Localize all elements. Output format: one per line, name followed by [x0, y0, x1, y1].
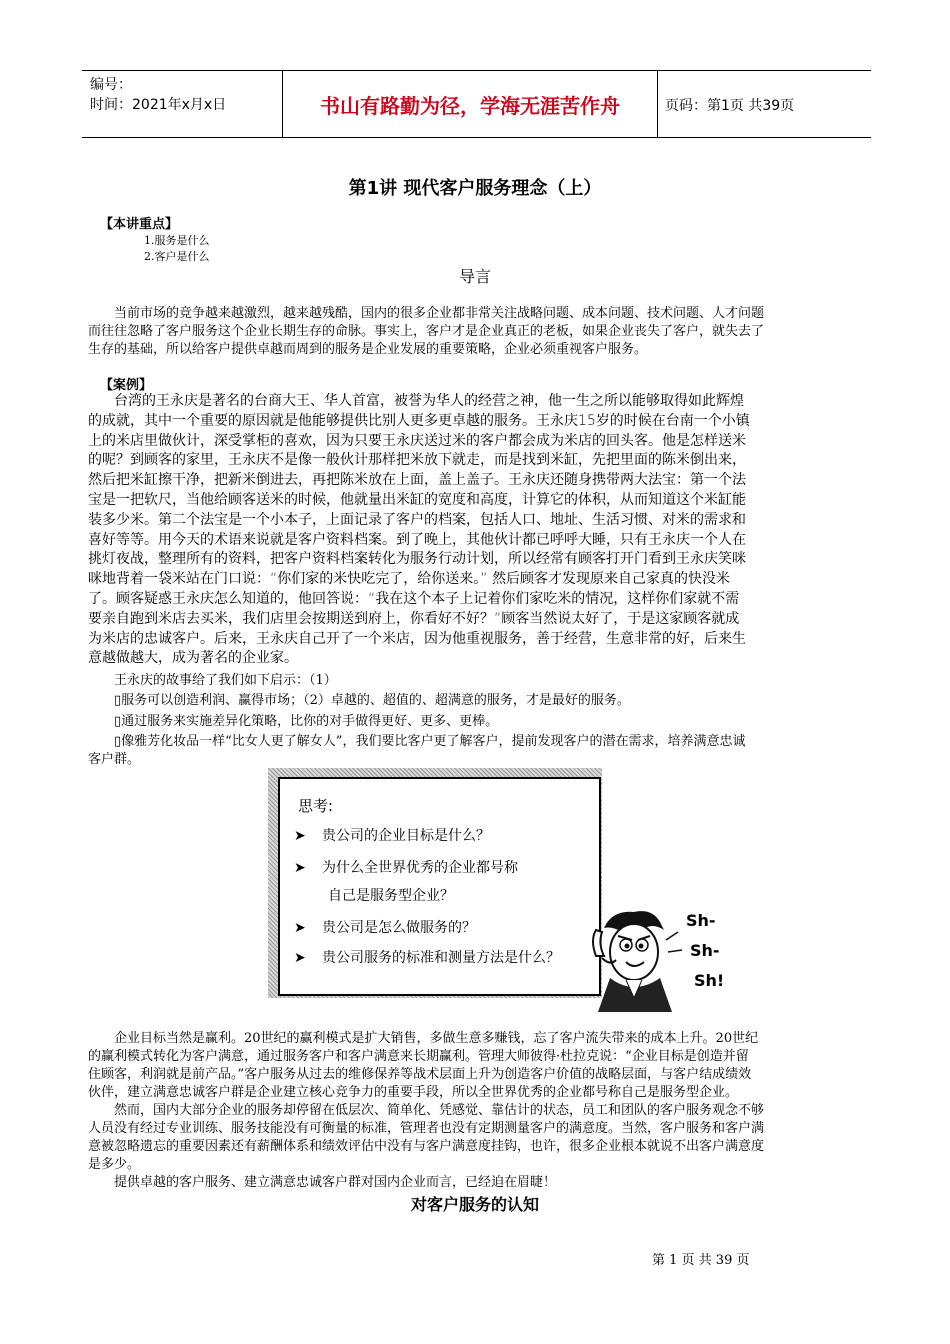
arrow-icon: ➤ — [294, 860, 306, 876]
body-line: 伙伴，建立满意忠诚客户群是企业建立核心竞争力的重要手段，所以全世界优秀的企业都号称自己是服务型企业。 — [88, 1085, 739, 1100]
case-line: 喜好等等。用今天的术语来说就是客户资料档案。到了晚上，其他伙计都已呼呼大睡，只有王永庆一个人在 — [88, 531, 746, 548]
page-info: 页码：第1页 共39页 — [665, 98, 795, 114]
intro-line: 生存的基础，所以给客户提供卓越而周到的服务是企业发展的重要策略，企业必须重视客户服务。 — [88, 342, 648, 357]
body-line: 住顾客，利润就是前产品。”客户服务从过去的维修保养等战术层面上升为创造客户价值的战略层面，与客户结成绩效 — [88, 1067, 752, 1082]
body-line: 然而，国内大部分企业的服务却停留在低层次、简单化、凭感觉、靠估计的状态，员工和团队的客户服务观念不够 — [114, 1103, 765, 1118]
case-line: 然后把米缸擦干净，把新米倒进去，再把陈米放在上面，盖上盖子。王永庆还随身携带两大法宝：第一个法 — [88, 472, 746, 489]
shushing-cartoon-illustration — [582, 900, 732, 1020]
thinking-question: ➤ 贵公司的企业目标是什么？ — [294, 828, 490, 844]
thinking-question: ➤ 为什么全世界优秀的企业都号称 — [294, 860, 518, 876]
insight-line: ▯通过服务来实施差异化策略，比你的对手做得更好、更多、更棒。 — [114, 714, 499, 729]
header-meta — [82, 71, 282, 137]
time-label: 时间：2021年x月x日 — [90, 97, 227, 113]
lecture-title: 第1讲 现代客户服务理念（上） — [348, 178, 602, 199]
cartoon-text: Sh! — [694, 971, 725, 990]
body-line: 意被忽略遗忘的重要因素还有薪酬体系和绩效评估中没有与客户满意度挂钩，也许，很多企业根本就说不出客户满意度 — [88, 1139, 765, 1154]
arrow-icon: ➤ — [294, 950, 306, 966]
case-line: 为米店的忠诚客户。后来，王永庆自己开了一个米店，因为他重视服务，善于经营，生意非常的好，后来生 — [88, 630, 746, 647]
intro-title: 导言 — [458, 267, 491, 286]
key-points-label: 【本讲重点】 — [100, 217, 179, 232]
case-line: 装多少米。第二个法宝是一个小本子，上面记录了客户的档案，包括人口、地址、生活习惯、对米的需求和 — [88, 511, 746, 528]
body-line: 提供卓越的客户服务、建立满意忠诚客户群对国内企业而言，已经迫在眉睫！ — [114, 1175, 557, 1190]
key-point-item: 2.客户是什么 — [144, 250, 210, 263]
motto: 书山有路勤为径，学海无涯苦作舟 — [282, 71, 658, 137]
case-line: 宝是一把软尺，当他给顾客送米的时候，他就量出米缸的宽度和高度，计算它的体积，从而知道这个米缸能 — [88, 491, 746, 508]
thinking-box-title: 思考: — [298, 797, 334, 815]
arrow-icon: ➤ — [294, 920, 306, 936]
key-point-item: 1.服务是什么 — [144, 234, 210, 247]
case-line: 了。顾客疑惑王永庆怎么知道的，他回答说：“我在这个本子上记着你们家吃米的情况，这样你们家就不需 — [88, 590, 740, 607]
case-line: 意越做越大，成为著名的企业家。 — [88, 650, 298, 667]
page-footer: 第 1 页 共 39 页 — [652, 1253, 750, 1268]
body-line: 的赢利模式转化为客户满意，通过服务客户和客户满意来长期赢利。管理大师彼得·杜拉克说：“企业目标是创造并留 — [88, 1049, 749, 1064]
thinking-question-continued: 自己是服务型企业？ — [328, 888, 454, 904]
thinking-question: ➤ 贵公司服务的标准和测量方法是什么？ — [294, 950, 560, 966]
insight-line: 王永庆的故事给了我们如下启示：（1） — [114, 673, 337, 688]
intro-line: 而往往忽略了客户服务这个企业长期生存的命脉。事实上，客户才是企业真正的老板，如果企业丧失了客户，就失去了 — [88, 324, 765, 339]
header-table — [82, 70, 871, 138]
case-paragraph — [88, 392, 888, 669]
case-line: 挑灯夜战，整理所有的资料，把客户资料档案转化为服务行动计划，所以经常有顾客打开门看到王永庆笑咪 — [88, 551, 746, 568]
insight-line: ▯像雅芳化妆品一样“比女人更了解女人”，我们要比客户更了解客户，提前发现客户的潜在需求，培养满意忠诚 — [114, 734, 746, 749]
case-label: 【案例】 — [100, 378, 153, 393]
number-label: 编号： — [90, 77, 132, 93]
case-line: 的呢？到顾客的家里，王永庆不是像一般伙计那样把米放下就走，而是找到米缸，先把里面的陈米倒出来， — [88, 452, 746, 469]
case-line: 台湾的王永庆是著名的台商大王、华人首富，被誉为华人的经营之神，他一生之所以能够取得如此辉煌 — [114, 393, 744, 409]
thinking-question: ➤ 贵公司是怎么做服务的？ — [294, 920, 476, 936]
body-line: 是多少。 — [88, 1157, 141, 1172]
insight-line: ▯服务可以创造利润、赢得市场；（2）卓越的、超值的、超满意的服务，才是最好的服务。 — [114, 693, 630, 708]
body-line: 人员没有经过专业训练、服务技能没有可衡量的标准，管理者也没有定期测量客户的满意度。当然，客户服务和客户满 — [88, 1121, 765, 1136]
case-line: 咪地背着一袋米站在门口说：“你们家的米快吃完了，给你送来。” 然后顾客才发现原来自己家真的快没米 — [88, 571, 730, 588]
case-line: 要亲自跑到米店去买米，我们店里会按期送到府上，你看好不好？”顾客当然说太好了，于是这家顾客就成 — [88, 610, 740, 627]
section-title: 对客户服务的认知 — [410, 1195, 539, 1214]
thinking-box — [278, 777, 601, 996]
cartoon-text: Sh- — [686, 911, 716, 930]
body-line: 企业目标当然是赢利。20世纪的赢利模式是扩大销售，多做生意多赚钱，忘了客户流失带来的成本上升。20世纪 — [114, 1031, 759, 1046]
intro-line: 当前市场的竞争越来越激烈，越来越残酷，国内的很多企业都非常关注战略问题、成本问题、技术问题、人才问题 — [114, 306, 765, 321]
cartoon-text: Sh- — [690, 941, 720, 960]
case-line: 上的米店里做伙计，深受掌柜的喜欢，因为只要王永庆送过米的客户都会成为米店的回头客。他是怎样送米 — [88, 432, 746, 449]
insight-line: 客户群。 — [88, 752, 141, 767]
case-line: 的成就，其中一个重要的原因就是他能够提供比别人更多更卓越的服务。王永庆15岁的时候在台南一个小镇 — [88, 412, 750, 429]
arrow-icon: ➤ — [294, 828, 306, 844]
